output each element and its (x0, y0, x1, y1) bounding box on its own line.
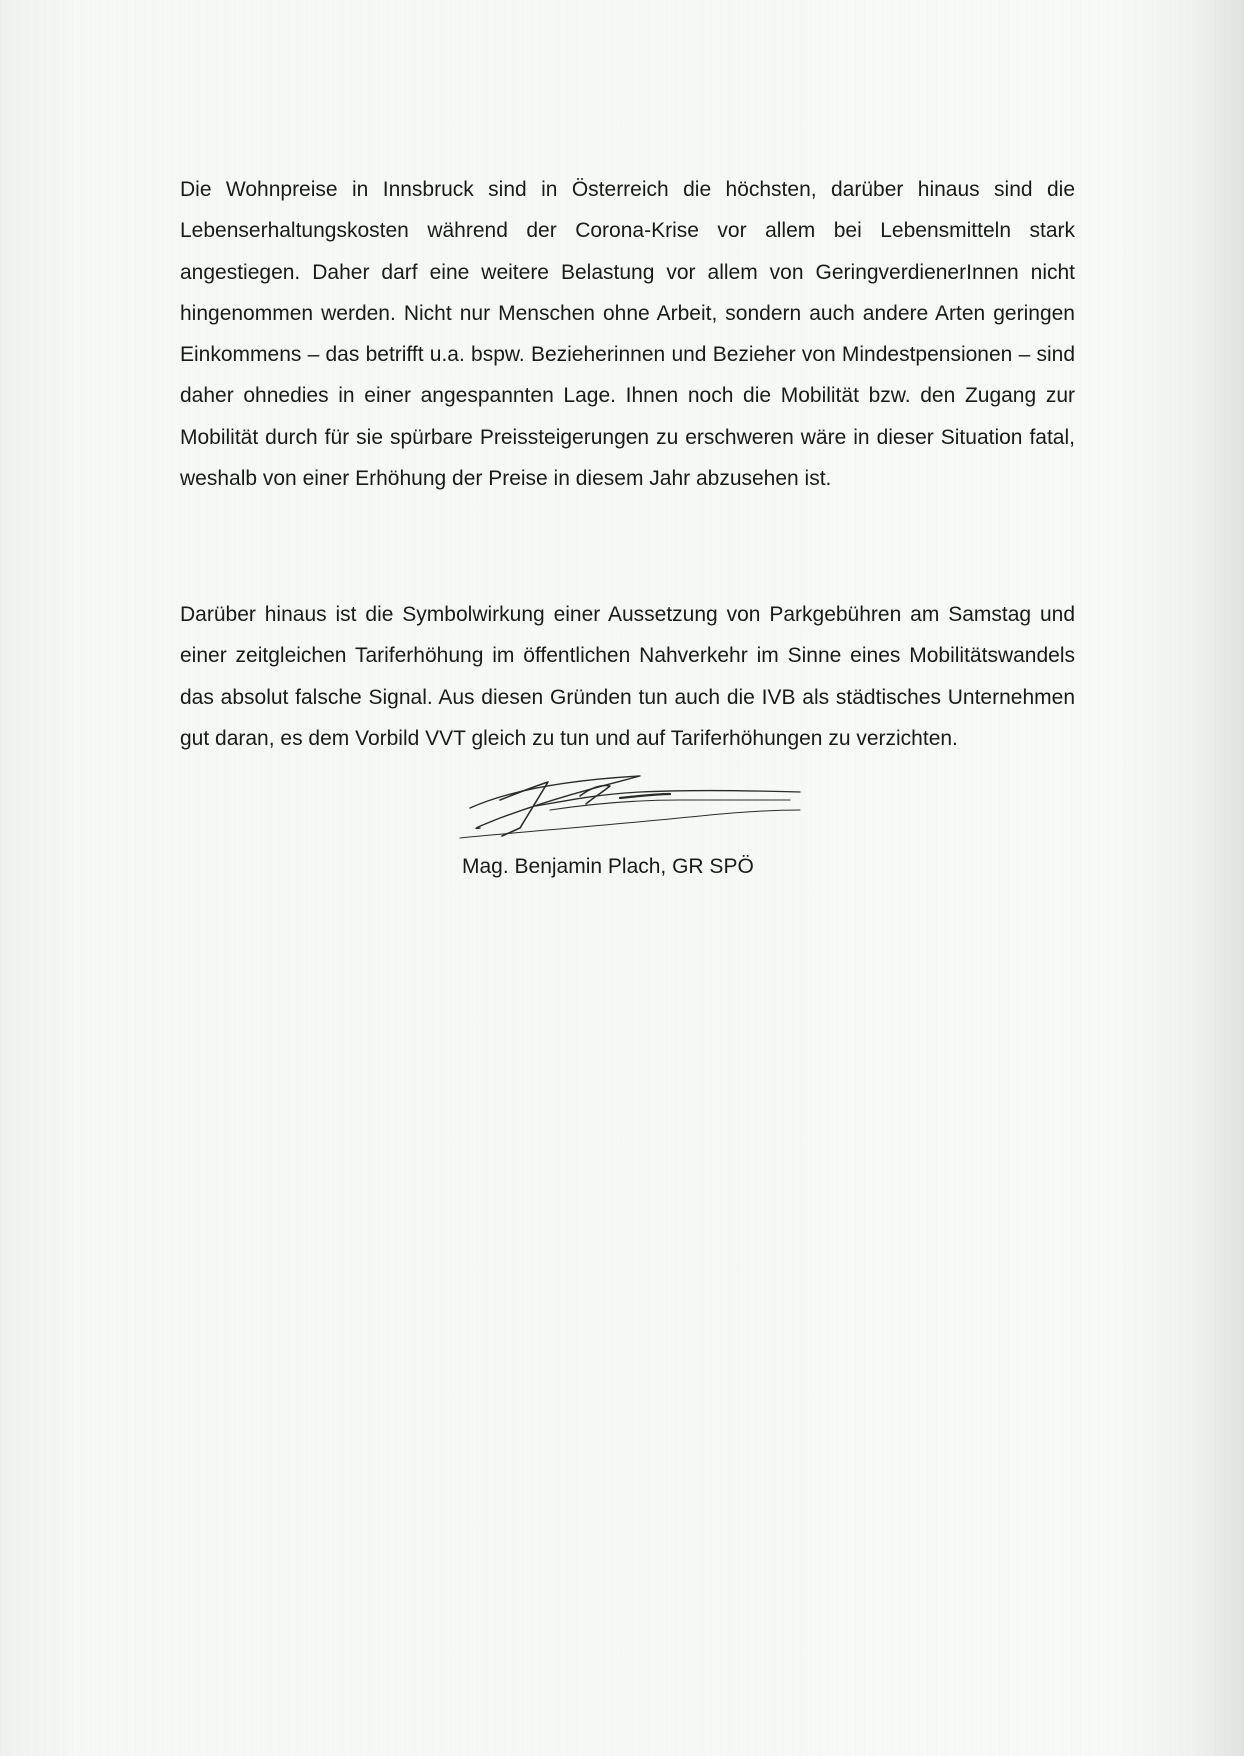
paragraph-1: Die Wohnpreise in Innsbruck sind in Österreich die höchsten, darüber hinaus sind die Lebenserhaltungskosten während der Corona-Krise vor allem bei Lebensmitteln stark angestiegen. Daher darf eine weitere Belastung vor allem von GeringverdienerInnen nicht hingenommen werden. Nicht nur Menschen ohne Arbeit, sondern auch andere Arten geringen Einkommens – das betrifft u.a. bspw. Bezieherinnen und Bezieher von Mindestpensionen – sind daher ohnedies in einer angespannten Lage. Ihnen noch die Mobilität bzw. den Zugang zur Mobilität durch für sie spürbare Preissteigerungen zu erschweren wäre in dieser Situation fatal, weshalb von einer Erhöhung der Preise in diesem Jahr abzusehen ist. (180, 178, 1075, 491)
scan-shadow (1194, 0, 1244, 1756)
signatory-name: Mag. Benjamin Plach, GR SPÖ (462, 855, 754, 878)
handwritten-signature (440, 770, 830, 850)
paragraph-2: Darüber hinaus ist die Symbolwirkung einer Aussetzung von Parkgebühren am Samstag und einer zeitgleichen Tariferhöhung im öffentlichen Nahverkehr im Sinne eines Mobilitätswandels das absolut falsche Signal. Aus diesen Gründen tun auch die IVB als städtisches Unternehmen gut daran, es dem Vorbild VVT gleich zu tun und auf Tariferhöhungen zu verzichten. (180, 603, 1075, 750)
